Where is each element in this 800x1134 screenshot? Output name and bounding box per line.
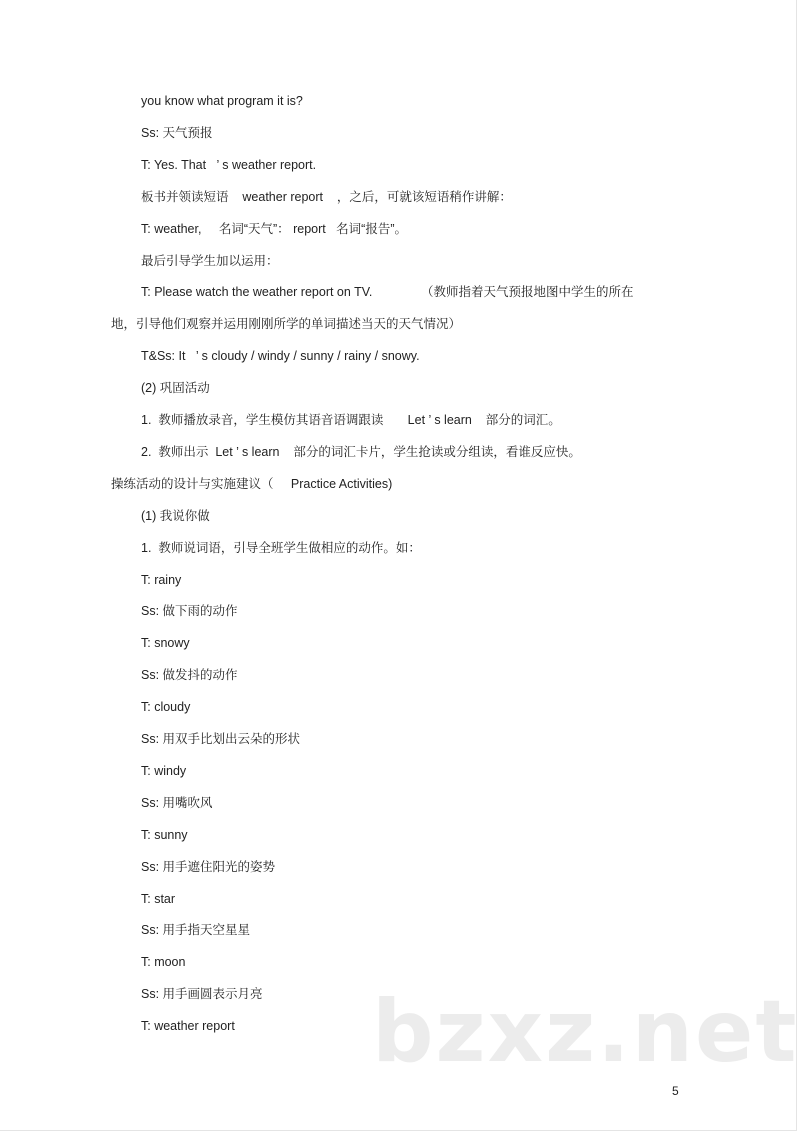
text-line: Ss: 用嘴吹风 — [141, 795, 213, 810]
text-line: T: moon — [141, 955, 186, 970]
text-line: Ss: 用手遮住阳光的姿势 — [141, 859, 276, 874]
text-line: Ss: 做下雨的动作 — [141, 604, 238, 619]
text-line: T&Ss: It ’ s cloudy / windy / sunny / rainy / snowy. — [141, 349, 420, 364]
text-line: 1. 教师说词语，引导全班学生做相应的动作。如： — [141, 540, 421, 555]
page-number: 5 — [672, 1084, 679, 1098]
text-line: T: cloudy — [141, 700, 191, 715]
text-line: T: Yes. That ’ s weather report. — [141, 157, 317, 172]
text-line: (1) 我说你做 — [141, 508, 210, 523]
text-line: you know what program it is? — [141, 94, 303, 108]
text-line: T: weather, 名词“天气”： report 名词“报告”。 — [141, 221, 408, 236]
text-line: T: snowy — [141, 636, 190, 651]
text-line: 操练活动的设计与实施建议（ Practice Activities) — [111, 476, 393, 491]
text-line: 地，引导他们观察并运用刚刚所学的单词描述当天的天气情况） — [111, 317, 462, 332]
text-line: 最后引导学生加以运用： — [141, 253, 279, 268]
text-line: T: rainy — [141, 572, 182, 587]
text-line: 2. 教师出示 Let ’ s learn 部分的词汇卡片，学生抢读或分组读，看谁反应快。 — [141, 444, 581, 459]
text-line: Ss: 用手画圆表示月亮 — [141, 987, 263, 1002]
text-line: T: sunny — [141, 827, 188, 842]
text-line: T: Please watch the weather report on TV. （教师指着天气预报地图中学生的所在 — [141, 285, 634, 300]
text-line: 1. 教师播放录音，学生模仿其语音语调跟读 Let ’ s learn 部分的词汇。 — [141, 413, 561, 427]
text-line: T: weather report — [141, 1019, 235, 1034]
text-line: Ss: 天气预报 — [141, 125, 213, 140]
text-line: Ss: 用手指天空星星 — [141, 923, 251, 938]
text-line: Ss: 用双手比划出云朵的形状 — [141, 732, 301, 746]
watermark: bzxz.net — [372, 982, 799, 1082]
text-line: Ss: 做发抖的动作 — [141, 668, 238, 683]
text-line: T: windy — [141, 763, 187, 778]
text-line: (2) 巩固活动 — [141, 381, 210, 396]
text-line: 板书并领读短语 weather report ，之后，可就该短语稍作讲解： — [141, 189, 512, 204]
text-line: T: star — [141, 891, 176, 906]
